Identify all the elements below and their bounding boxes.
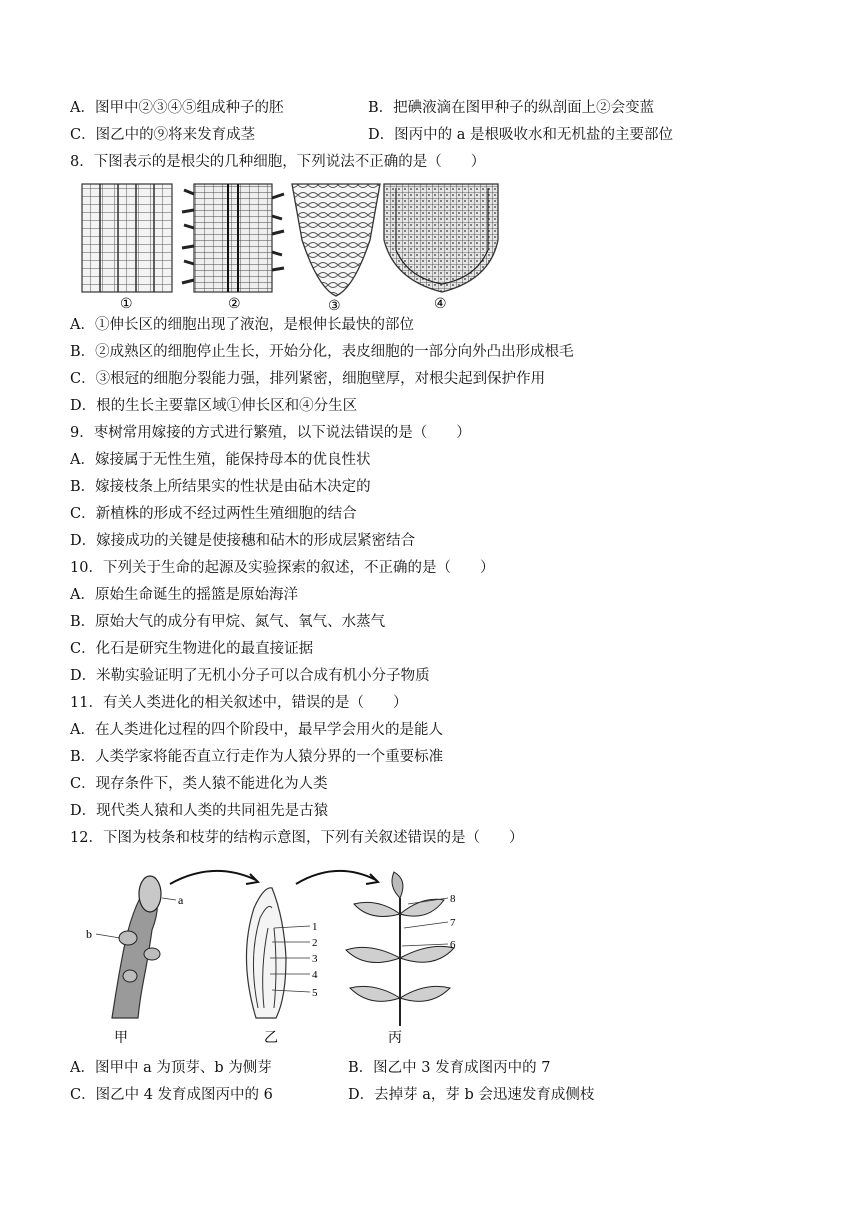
figure-label-3: ③ <box>328 299 341 314</box>
arrow-icon <box>170 871 256 884</box>
q11-option-b: B．人类学家将能否直立行走作为人猿分界的一个重要标准 <box>70 749 444 765</box>
label-4: 4 <box>312 969 318 981</box>
label-b: b <box>86 927 92 941</box>
q12-stem: 12．下图为枝条和枝芽的结构示意图，下列有关叙述错误的是（ ） <box>70 830 524 846</box>
arrow-icon <box>296 871 376 884</box>
branch-illustration <box>96 876 176 1018</box>
q7-option-a: A．图甲中②③④⑤组成种子的胚 <box>70 100 284 116</box>
q9-option-d: D．嫁接成功的关键是使接穗和砧木的形成层紧密结合 <box>70 533 416 549</box>
q8-option-c: C．③根冠的细胞分裂能力强，排列紧密，细胞壁厚，对根尖起到保护作用 <box>70 371 546 387</box>
label-3: 3 <box>312 953 318 965</box>
figure-label-bing: 丙 <box>388 1031 402 1046</box>
label-a: a <box>178 893 184 907</box>
maturation-zone-cells <box>182 184 284 292</box>
q9-option-a: A．嫁接属于无性生殖，能保持母本的优良性状 <box>70 452 371 468</box>
q12-option-a: A．图甲中 a 为顶芽、b 为侧芽 <box>70 1060 272 1076</box>
q9-stem: 9．枣树常用嫁接的方式进行繁殖，以下说法错误的是（ ） <box>70 425 471 441</box>
q9-option-b: B．嫁接枝条上所结果实的性状是由砧木决定的 <box>70 479 371 495</box>
root-tip-cells-figure <box>78 180 508 315</box>
label-5: 5 <box>312 987 318 999</box>
figure-label-2: ② <box>228 297 241 312</box>
q10-option-a: A．原始生命诞生的摇篮是原始海洋 <box>70 587 298 603</box>
q12-option-d: D．去掉芽 a，芽 b 会迅速发育成侧枝 <box>348 1087 595 1103</box>
q9-option-c: C．新植株的形成不经过两性生殖细胞的结合 <box>70 506 357 522</box>
q10-stem: 10．下列关于生命的起源及实验探索的叙述，不正确的是（ ） <box>70 560 495 576</box>
q7-option-c: C．图乙中的⑨将来发育成茎 <box>70 127 256 143</box>
q8-option-d: D．根的生长主要靠区域①伸长区和④分生区 <box>70 398 358 414</box>
label-8: 8 <box>450 893 456 905</box>
q11-stem: 11．有关人类进化的相关叙述中，错误的是（ ） <box>70 695 408 711</box>
q11-option-a: A．在人类进化过程的四个阶段中，最早学会用火的是能人 <box>70 722 443 738</box>
q10-option-b: B．原始大气的成分有甲烷、氮气、氧气、水蒸气 <box>70 614 386 630</box>
branch-and-bud-figure <box>78 858 518 1048</box>
q8-option-a: A．①伸长区的细胞出现了液泡，是根伸长最快的部位 <box>70 317 414 333</box>
figure-label-yi: 乙 <box>264 1031 278 1046</box>
label-2: 2 <box>312 937 318 949</box>
figure-label-1: ① <box>120 297 133 312</box>
meristem-zone-cells <box>384 184 498 292</box>
label-1: 1 <box>312 921 318 933</box>
q7-option-b: B．把碘液滴在图甲种子的纵剖面上②会变蓝 <box>368 100 655 116</box>
figure-label-4: ④ <box>434 297 447 312</box>
q11-option-c: C．现存条件下，类人猿不能进化为人类 <box>70 776 328 792</box>
q10-option-c: C．化石是研究生物进化的最直接证据 <box>70 641 314 657</box>
q12-option-c: C．图乙中 4 发育成图丙中的 6 <box>70 1087 273 1103</box>
shoot-illustration <box>346 872 454 1026</box>
q8-option-b: B．②成熟区的细胞停止生长，开始分化，表皮细胞的一部分向外凸出形成根毛 <box>70 344 574 360</box>
q7-option-d: D．图丙中的 a 是根吸收水和无机盐的主要部位 <box>368 127 673 143</box>
label-6: 6 <box>450 939 456 951</box>
root-cap-cells <box>292 184 380 296</box>
q12-option-b: B．图乙中 3 发育成图丙中的 7 <box>348 1060 551 1076</box>
label-7: 7 <box>450 917 456 929</box>
figure-label-jia: 甲 <box>114 1031 128 1046</box>
q8-stem: 8．下图表示的是根尖的几种细胞，下列说法不正确的是（ ） <box>70 154 486 170</box>
q10-option-d: D．米勒实验证明了无机小分子可以合成有机小分子物质 <box>70 668 430 684</box>
q11-option-d: D．现代类人猿和人类的共同祖先是古猿 <box>70 803 329 819</box>
bud-section-illustration <box>246 888 310 1018</box>
elongation-zone-cells <box>82 184 172 292</box>
